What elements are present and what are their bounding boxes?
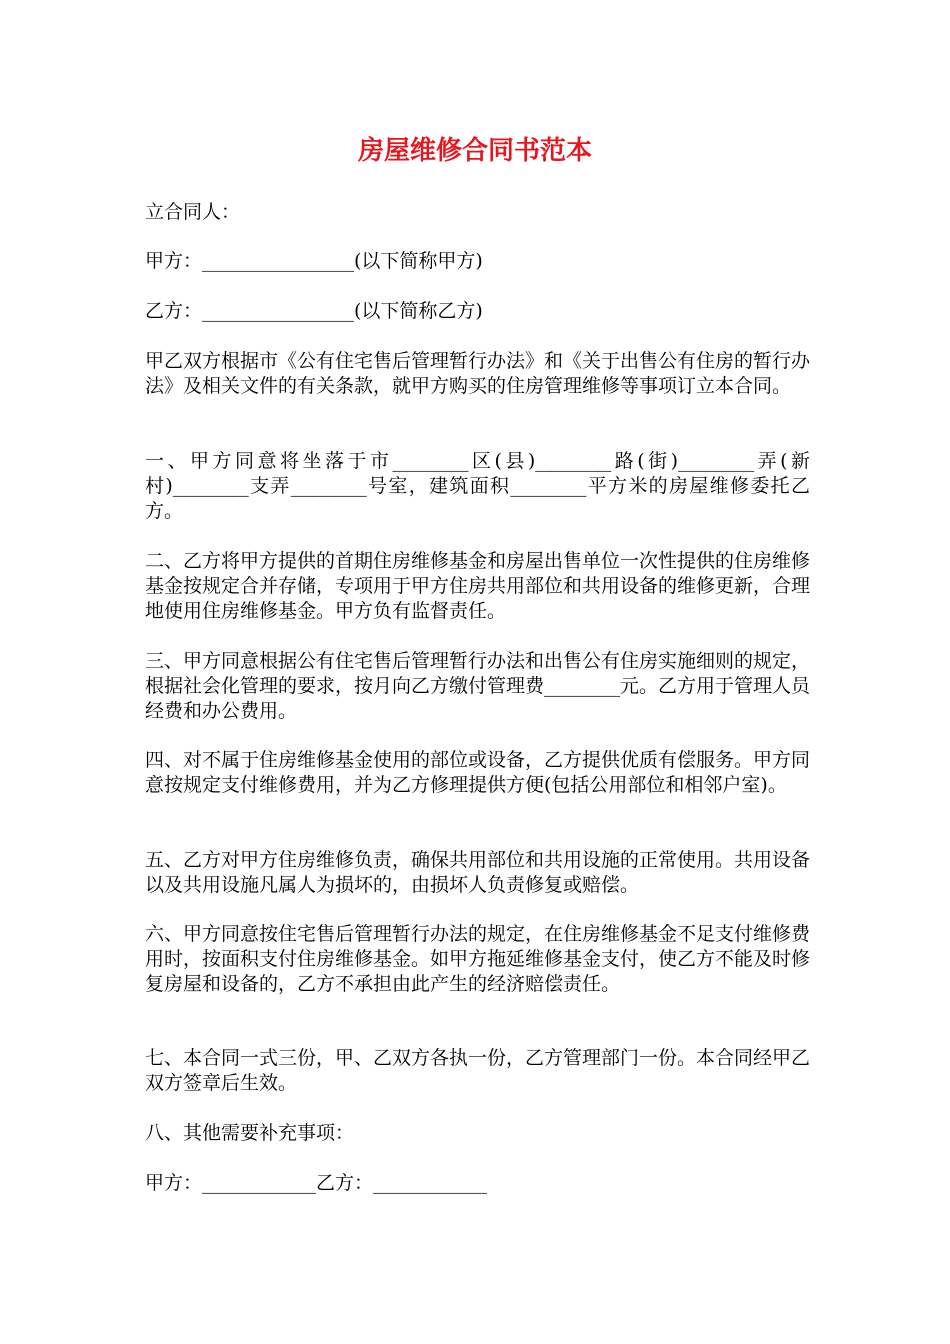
preamble-paragraph: 甲乙双方根据市《公有住宅售后管理暂行办法》和《关于出售公有住房的暂行办法》及相关文件的有关条款，就甲方购买的住房管理维修等事项订立本合同。 (145, 350, 811, 397)
clause-8: 八、其他需要补充事项： (145, 1122, 355, 1144)
clause-3: 三、甲方同意根据公有住宅售后管理暂行办法和出售公有住房实施细则的规定，根据社会化管理的要求，按月向乙方缴付管理费________元。乙方用于管理人员经费和办公费用。 (145, 650, 811, 722)
clause-2: 二、乙方将甲方提供的首期住房维修基金和房屋出售单位一次性提供的住房维修基金按规定合并存储，专项用于甲方住房共用部位和共用设备的维修更新，合理地使用住房维修基金。甲方负有监督责任。 (145, 550, 811, 622)
party-a-line: 甲方：________________(以下简称甲方) (145, 250, 483, 272)
clause-5: 五、乙方对甲方住房维修负责，确保共用部位和共用设施的正常使用。共用设备以及共用设施凡属人为损坏的，由损坏人负责修复或赔偿。 (145, 849, 811, 896)
clause-1: 一、甲方同意将坐落于市________区(县)________路(街)________弄(新村)________支弄________号室，建筑面积________平方米的房屋维修委托乙方。 (145, 450, 810, 522)
clause-4: 四、对不属于住房维修基金使用的部位或设备，乙方提供优质有偿服务。甲方同意按规定支付维修费用，并为乙方修理提供方便(包括公用部位和相邻户室)。 (145, 749, 811, 796)
document-title: 房屋维修合同书范本 (357, 136, 592, 166)
signature-line: 甲方：____________乙方：____________ (145, 1172, 488, 1194)
clause-7: 七、本合同一式三份，甲、乙双方各执一份，乙方管理部门一份。本合同经甲乙双方签章后生效。 (145, 1047, 811, 1094)
parties-heading: 立合同人： (145, 201, 241, 223)
clause-6: 六、甲方同意按住宅售后管理暂行办法的规定，在住房维修基金不足支付维修费用时，按面积支付住房维修基金。如甲方拖延维修基金支付，使乙方不能及时修复房屋和设备的，乙方不承担由此产生的经济赔偿责任。 (145, 923, 811, 995)
party-b-line: 乙方：________________(以下简称乙方) (145, 300, 483, 322)
